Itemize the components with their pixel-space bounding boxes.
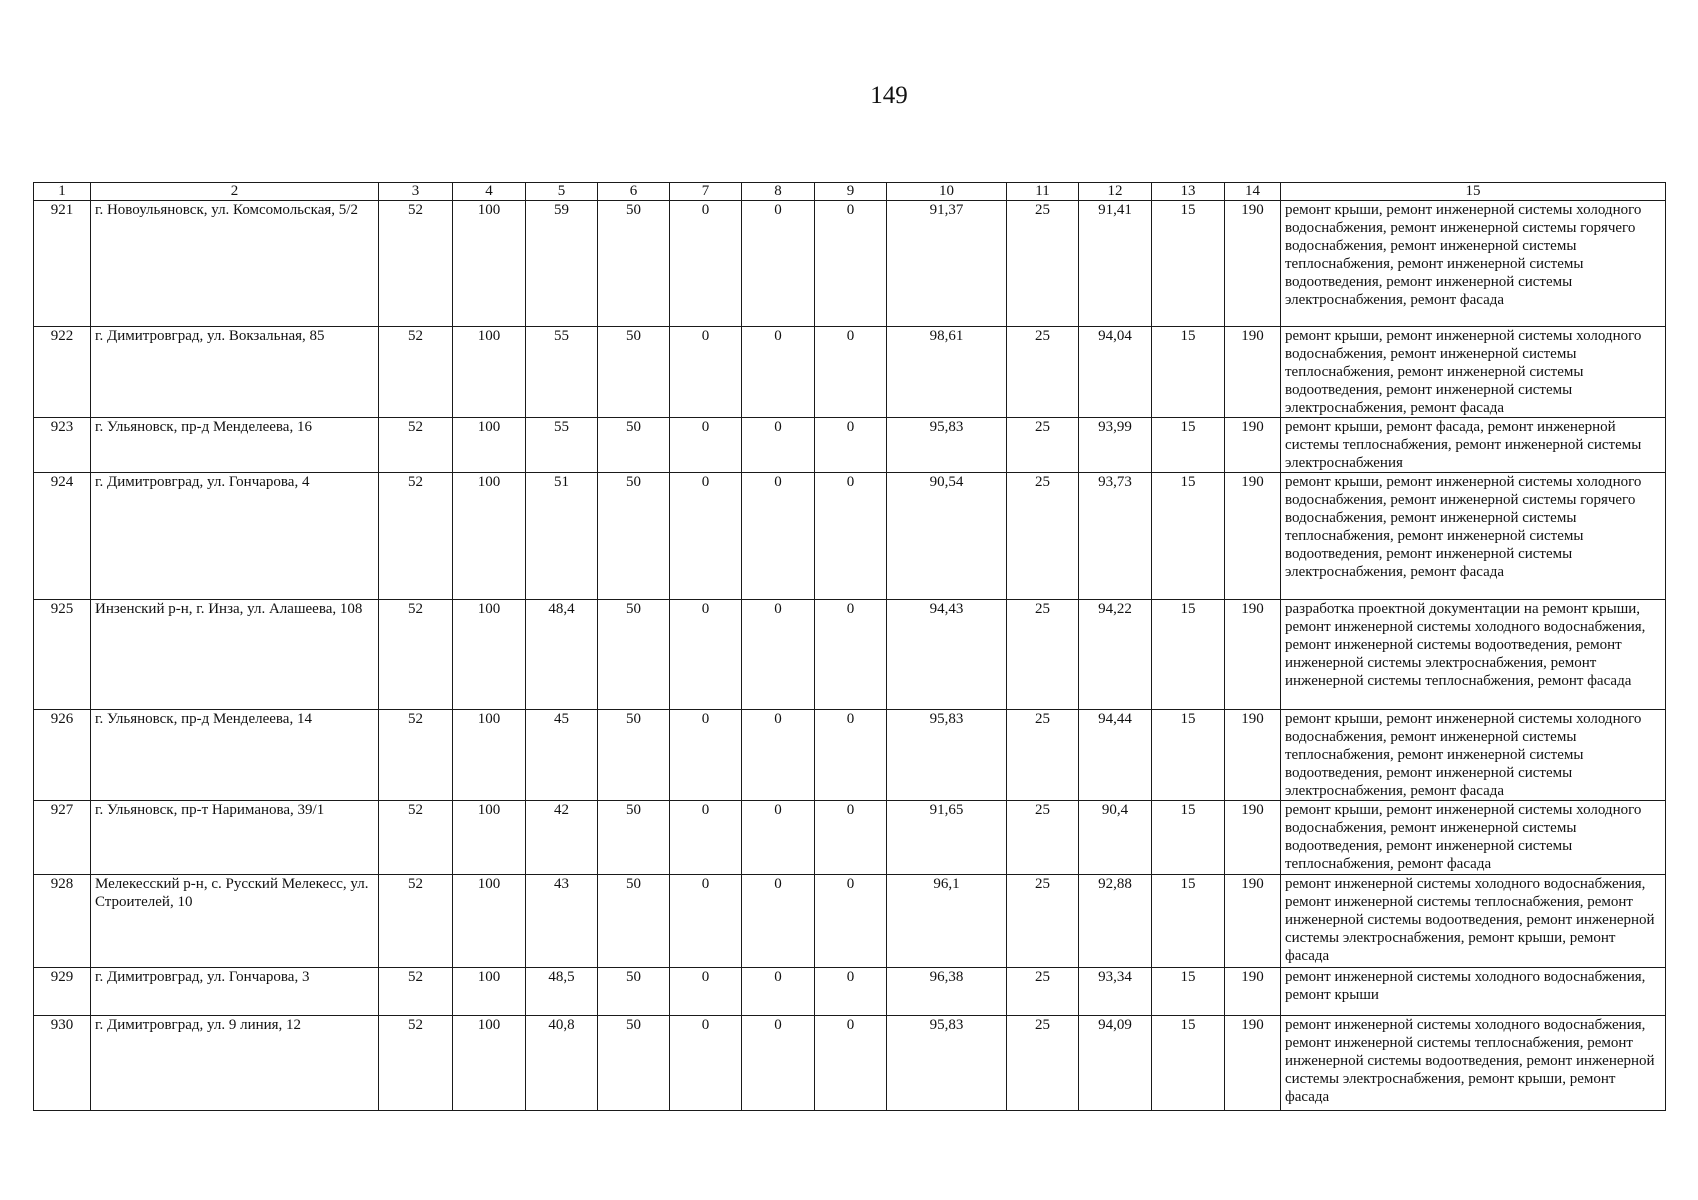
value-cell: 100: [453, 801, 526, 875]
value-cell: 0: [742, 327, 815, 418]
value-cell: 15: [1152, 875, 1225, 968]
row-number: 928: [34, 875, 91, 968]
value-cell: 94,04: [1079, 327, 1152, 418]
value-cell: 48,4: [526, 600, 598, 710]
value-cell: 95,83: [887, 710, 1007, 801]
value-cell: 0: [742, 875, 815, 968]
value-cell: 100: [453, 875, 526, 968]
value-cell: 59: [526, 201, 598, 327]
value-cell: 25: [1007, 1016, 1079, 1111]
value-cell: 94,22: [1079, 600, 1152, 710]
value-cell: 15: [1152, 418, 1225, 473]
value-cell: 52: [379, 710, 453, 801]
value-cell: 0: [742, 710, 815, 801]
header-cell: 15: [1281, 183, 1666, 201]
value-cell: 25: [1007, 473, 1079, 600]
address-cell: г. Новоульяновск, ул. Комсомольская, 5/2: [91, 201, 379, 327]
value-cell: 190: [1225, 201, 1281, 327]
works-description: ремонт крыши, ремонт фасада, ремонт инженерной системы теплоснабжения, ремонт инженерной системы электроснабжения: [1281, 418, 1666, 473]
value-cell: 0: [670, 201, 742, 327]
value-cell: 0: [742, 201, 815, 327]
value-cell: 0: [815, 473, 887, 600]
works-description: разработка проектной документации на ремонт крыши, ремонт инженерной системы холодного водоснабжения, ремонт инженерной системы водоотведения, ремонт инженерной системы электроснабжения, ремонт инженерной системы теплоснабжения, ремонт фасада: [1281, 600, 1666, 710]
address-cell: г. Димитровград, ул. Вокзальная, 85: [91, 327, 379, 418]
value-cell: 94,44: [1079, 710, 1152, 801]
page-number: 149: [870, 82, 908, 109]
header-cell: 14: [1225, 183, 1281, 201]
row-number: 921: [34, 201, 91, 327]
value-cell: 52: [379, 801, 453, 875]
value-cell: 94,43: [887, 600, 1007, 710]
value-cell: 25: [1007, 801, 1079, 875]
table-row: [34, 875, 1666, 968]
address-cell: г. Ульяновск, пр-д Менделеева, 16: [91, 418, 379, 473]
works-description: ремонт крыши, ремонт инженерной системы холодного водоснабжения, ремонт инженерной системы теплоснабжения, ремонт инженерной системы водоотведения, ремонт инженерной системы электроснабжения, ремонт фасада: [1281, 710, 1666, 801]
header-cell: 1: [34, 183, 91, 201]
row-number: 922: [34, 327, 91, 418]
value-cell: 0: [815, 1016, 887, 1111]
value-cell: 50: [598, 473, 670, 600]
value-cell: 0: [815, 600, 887, 710]
value-cell: 100: [453, 473, 526, 600]
value-cell: 50: [598, 801, 670, 875]
value-cell: 52: [379, 1016, 453, 1111]
value-cell: 0: [742, 968, 815, 1016]
value-cell: 50: [598, 1016, 670, 1111]
value-cell: 190: [1225, 968, 1281, 1016]
value-cell: 15: [1152, 473, 1225, 600]
value-cell: 190: [1225, 473, 1281, 600]
value-cell: 50: [598, 875, 670, 968]
value-cell: 0: [815, 327, 887, 418]
header-cell: 3: [379, 183, 453, 201]
value-cell: 93,34: [1079, 968, 1152, 1016]
value-cell: 98,61: [887, 327, 1007, 418]
value-cell: 50: [598, 201, 670, 327]
value-cell: 95,83: [887, 418, 1007, 473]
value-cell: 0: [742, 1016, 815, 1111]
value-cell: 190: [1225, 600, 1281, 710]
table-row: [34, 801, 1666, 875]
header-cell: 4: [453, 183, 526, 201]
value-cell: 94,09: [1079, 1016, 1152, 1111]
value-cell: 100: [453, 710, 526, 801]
value-cell: 25: [1007, 418, 1079, 473]
value-cell: 93,99: [1079, 418, 1152, 473]
value-cell: 93,73: [1079, 473, 1152, 600]
header-cell: 6: [598, 183, 670, 201]
table-row: [34, 327, 1666, 418]
header-cell: 9: [815, 183, 887, 201]
value-cell: 15: [1152, 710, 1225, 801]
value-cell: 190: [1225, 327, 1281, 418]
value-cell: 25: [1007, 327, 1079, 418]
value-cell: 0: [670, 327, 742, 418]
value-cell: 25: [1007, 968, 1079, 1016]
value-cell: 90,4: [1079, 801, 1152, 875]
row-number: 923: [34, 418, 91, 473]
value-cell: 0: [742, 418, 815, 473]
value-cell: 0: [815, 968, 887, 1016]
value-cell: 0: [670, 801, 742, 875]
value-cell: 0: [815, 418, 887, 473]
value-cell: 0: [742, 600, 815, 710]
header-cell: 8: [742, 183, 815, 201]
value-cell: 91,37: [887, 201, 1007, 327]
value-cell: 0: [742, 801, 815, 875]
works-description: ремонт крыши, ремонт инженерной системы холодного водоснабжения, ремонт инженерной системы горячего водоснабжения, ремонт инженерной системы теплоснабжения, ремонт инженерной системы водоотведения, ремонт инженерной системы электроснабжения, ремонт фасада: [1281, 473, 1666, 600]
header-row: [34, 183, 1666, 201]
value-cell: 91,41: [1079, 201, 1152, 327]
data-table: [33, 182, 1666, 1111]
value-cell: 0: [670, 600, 742, 710]
value-cell: 52: [379, 968, 453, 1016]
value-cell: 50: [598, 327, 670, 418]
header-cell: 2: [91, 183, 379, 201]
address-cell: г. Димитровград, ул. 9 линия, 12: [91, 1016, 379, 1111]
value-cell: 52: [379, 600, 453, 710]
row-number: 924: [34, 473, 91, 600]
row-number: 926: [34, 710, 91, 801]
header-cell: 10: [887, 183, 1007, 201]
value-cell: 0: [670, 968, 742, 1016]
value-cell: 100: [453, 968, 526, 1016]
value-cell: 52: [379, 327, 453, 418]
address-cell: Инзенский р-н, г. Инза, ул. Алашеева, 108: [91, 600, 379, 710]
value-cell: 190: [1225, 801, 1281, 875]
value-cell: 52: [379, 875, 453, 968]
value-cell: 15: [1152, 968, 1225, 1016]
table-row: [34, 201, 1666, 327]
value-cell: 50: [598, 968, 670, 1016]
value-cell: 43: [526, 875, 598, 968]
value-cell: 95,83: [887, 1016, 1007, 1111]
value-cell: 92,88: [1079, 875, 1152, 968]
header-cell: 12: [1079, 183, 1152, 201]
value-cell: 42: [526, 801, 598, 875]
works-description: ремонт крыши, ремонт инженерной системы холодного водоснабжения, ремонт инженерной системы горячего водоснабжения, ремонт инженерной системы теплоснабжения, ремонт инженерной системы водоотведения, ремонт инженерной системы электроснабжения, ремонт фасада: [1281, 201, 1666, 327]
value-cell: 25: [1007, 600, 1079, 710]
value-cell: 100: [453, 327, 526, 418]
row-number: 925: [34, 600, 91, 710]
value-cell: 50: [598, 418, 670, 473]
value-cell: 0: [742, 473, 815, 600]
works-description: ремонт инженерной системы холодного водоснабжения, ремонт инженерной системы теплоснабжения, ремонт инженерной системы водоотведения, ремонт инженерной системы электроснабжения, ремонт крыши, ремонт фасада: [1281, 875, 1666, 968]
row-number: 927: [34, 801, 91, 875]
works-description: ремонт инженерной системы холодного водоснабжения, ремонт инженерной системы теплоснабжения, ремонт инженерной системы водоотведения, ремонт инженерной системы электроснабжения, ремонт крыши, ремонт фасада: [1281, 1016, 1666, 1111]
value-cell: 0: [815, 201, 887, 327]
value-cell: 52: [379, 418, 453, 473]
table-row: [34, 710, 1666, 801]
value-cell: 96,38: [887, 968, 1007, 1016]
value-cell: 0: [670, 418, 742, 473]
header-cell: 13: [1152, 183, 1225, 201]
value-cell: 55: [526, 418, 598, 473]
works-description: ремонт крыши, ремонт инженерной системы холодного водоснабжения, ремонт инженерной системы водоотведения, ремонт инженерной системы теплоснабжения, ремонт фасада: [1281, 801, 1666, 875]
value-cell: 100: [453, 201, 526, 327]
table-row: [34, 968, 1666, 1016]
value-cell: 50: [598, 710, 670, 801]
works-description: ремонт крыши, ремонт инженерной системы холодного водоснабжения, ремонт инженерной системы теплоснабжения, ремонт инженерной системы водоотведения, ремонт инженерной системы электроснабжения, ремонт фасада: [1281, 327, 1666, 418]
address-cell: г. Димитровград, ул. Гончарова, 3: [91, 968, 379, 1016]
row-number: 930: [34, 1016, 91, 1111]
value-cell: 0: [670, 473, 742, 600]
value-cell: 25: [1007, 875, 1079, 968]
address-cell: г. Ульяновск, пр-д Менделеева, 14: [91, 710, 379, 801]
value-cell: 50: [598, 600, 670, 710]
value-cell: 25: [1007, 201, 1079, 327]
table-row: [34, 600, 1666, 710]
table-row: [34, 1016, 1666, 1111]
value-cell: 190: [1225, 418, 1281, 473]
value-cell: 100: [453, 600, 526, 710]
row-number: 929: [34, 968, 91, 1016]
value-cell: 15: [1152, 600, 1225, 710]
header-cell: 5: [526, 183, 598, 201]
value-cell: 25: [1007, 710, 1079, 801]
value-cell: 15: [1152, 327, 1225, 418]
address-cell: Мелекесский р-н, с. Русский Мелекесс, ул. Строителей, 10: [91, 875, 379, 968]
value-cell: 100: [453, 1016, 526, 1111]
address-cell: г. Димитровград, ул. Гончарова, 4: [91, 473, 379, 600]
table-row: [34, 473, 1666, 600]
value-cell: 15: [1152, 1016, 1225, 1111]
value-cell: 100: [453, 418, 526, 473]
value-cell: 0: [815, 801, 887, 875]
value-cell: 190: [1225, 1016, 1281, 1111]
value-cell: 15: [1152, 801, 1225, 875]
value-cell: 40,8: [526, 1016, 598, 1111]
value-cell: 45: [526, 710, 598, 801]
value-cell: 52: [379, 473, 453, 600]
value-cell: 0: [670, 1016, 742, 1111]
value-cell: 0: [815, 710, 887, 801]
value-cell: 96,1: [887, 875, 1007, 968]
value-cell: 190: [1225, 710, 1281, 801]
value-cell: 51: [526, 473, 598, 600]
address-cell: г. Ульяновск, пр-т Нариманова, 39/1: [91, 801, 379, 875]
header-cell: 7: [670, 183, 742, 201]
value-cell: 0: [670, 710, 742, 801]
value-cell: 90,54: [887, 473, 1007, 600]
value-cell: 52: [379, 201, 453, 327]
value-cell: 190: [1225, 875, 1281, 968]
value-cell: 55: [526, 327, 598, 418]
value-cell: 91,65: [887, 801, 1007, 875]
value-cell: 0: [670, 875, 742, 968]
value-cell: 15: [1152, 201, 1225, 327]
works-description: ремонт инженерной системы холодного водоснабжения, ремонт крыши: [1281, 968, 1666, 1016]
table-row: [34, 418, 1666, 473]
header-cell: 11: [1007, 183, 1079, 201]
value-cell: 48,5: [526, 968, 598, 1016]
value-cell: 0: [815, 875, 887, 968]
